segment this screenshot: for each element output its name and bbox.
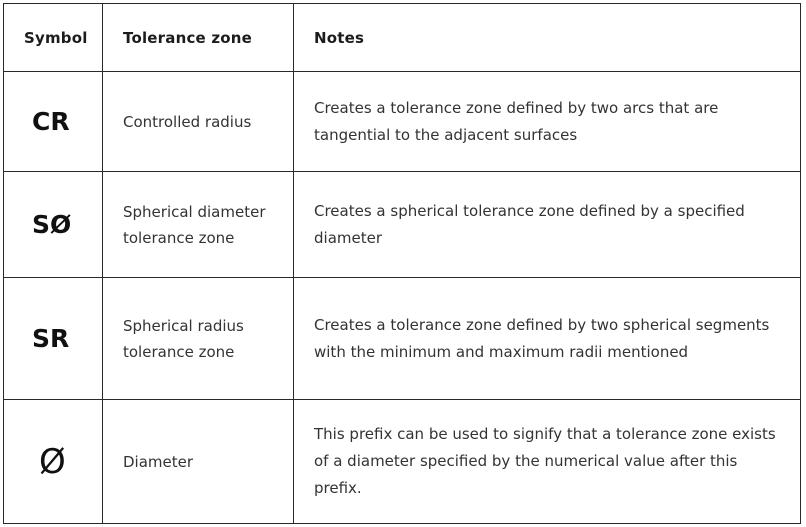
tolerance-zone-cell: Controlled radius [103, 72, 294, 172]
header-notes: Notes [294, 4, 801, 72]
header-tolerance-zone: Tolerance zone [103, 4, 294, 72]
symbol-cell: SR [4, 278, 103, 400]
notes-cell: Creates a tolerance zone defined by two arcs that are tangential to the adjacent surfaces [294, 72, 801, 172]
table-header-row [4, 4, 801, 72]
symbol-cell: CR [4, 72, 103, 172]
notes-cell: Creates a spherical tolerance zone defined by a specified diameter [294, 172, 801, 278]
tolerance-zone-cell: Spherical radius tolerance zone [103, 278, 294, 400]
notes-cell: Creates a tolerance zone defined by two spherical segments with the minimum and maximum radii mentioned [294, 278, 801, 400]
notes-cell: This prefix can be used to signify that a tolerance zone exists of a diameter specified by the numerical value after this prefix. [294, 400, 801, 524]
tolerance-zone-cell: Spherical diameter tolerance zone [103, 172, 294, 278]
symbol-cell: SØ [4, 172, 103, 278]
tolerance-symbols-table [3, 3, 801, 524]
table-row [4, 278, 801, 400]
tolerance-zone-cell: Diameter [103, 400, 294, 524]
table-row [4, 400, 801, 524]
symbol-cell: Ø [4, 400, 103, 524]
header-symbol: Symbol [4, 4, 103, 72]
table-row [4, 72, 801, 172]
table-row [4, 172, 801, 278]
